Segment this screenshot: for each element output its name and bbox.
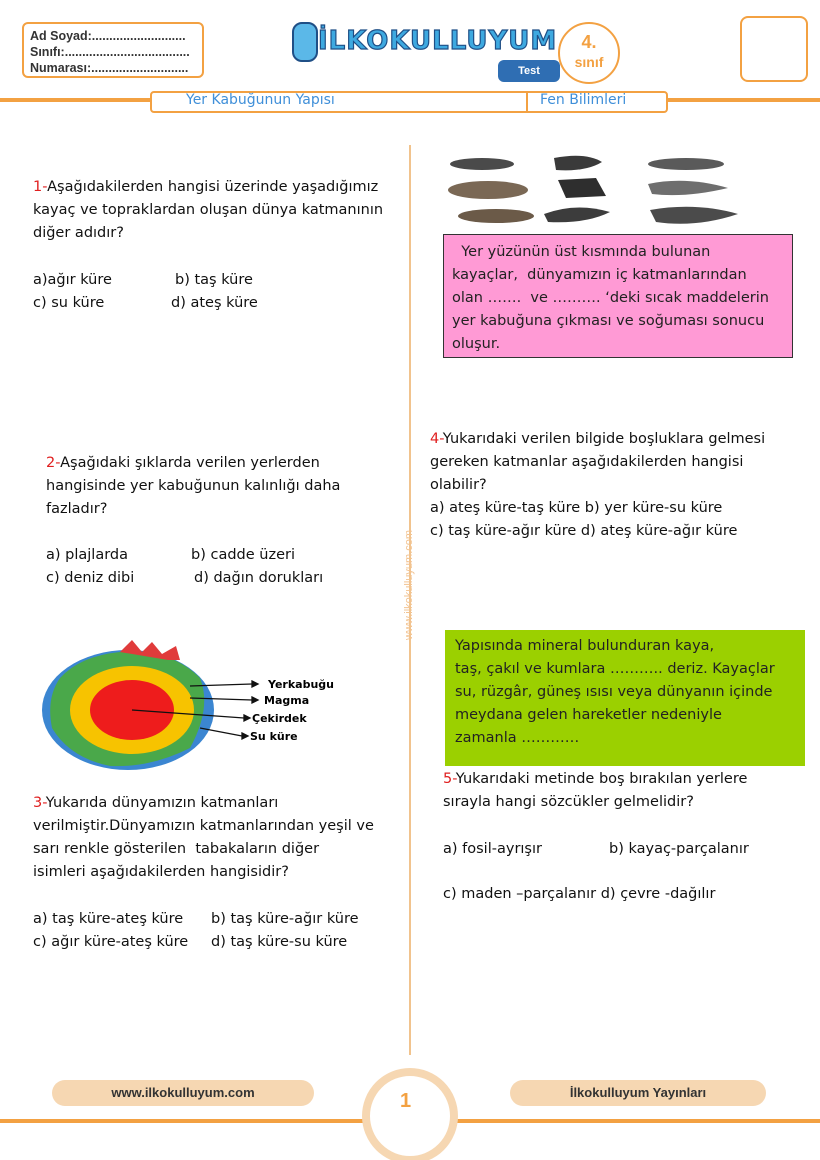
question-4: 4-Yukarıdaki verilen bilgide boşluklara gelmesi gereken katmanlar aşağıdakilerden hangisi olabilir? a) ateş küre-taş küre b) yer küre-su küre c) taş küre-ağır küre d) ateş küre-ağır küre bbox=[430, 431, 766, 539]
option-b[interactable]: b) cadde üzeri bbox=[191, 547, 295, 563]
question-number: 3- bbox=[33, 795, 46, 811]
student-info-box bbox=[22, 22, 204, 78]
question-5: 5-Yukarıdaki metinde boş bırakılan yerlere sırayla hangi sözcükler gelmelidir? bbox=[443, 771, 748, 810]
logo bbox=[288, 18, 558, 88]
question-number: 5- bbox=[443, 771, 456, 787]
label-magma: Magma bbox=[264, 694, 310, 707]
test-badge: Test bbox=[498, 60, 560, 82]
option-c[interactable]: c) deniz dibi bbox=[46, 570, 135, 586]
option-b[interactable]: b) taş küre-ağır küre bbox=[211, 911, 359, 927]
option-a[interactable]: a) fosil-ayrışır bbox=[443, 841, 542, 857]
question-number: 4- bbox=[430, 431, 443, 447]
number-label: Numarası:............................ bbox=[30, 61, 189, 75]
info-box-pink: Yer yüzünün üst kısmında bulunan kayaçlar, dünyamızın iç katmanlarından olan ……. ve ………. ‘deki sıcak maddelerin yer kabuğuna çıkması ve soğuması sonucu oluşur. bbox=[443, 234, 793, 358]
rock bbox=[448, 181, 528, 199]
option-c[interactable]: c) su küre bbox=[33, 295, 105, 311]
rock bbox=[648, 181, 728, 195]
watermark: www.ilkokulluyum.com bbox=[403, 529, 415, 640]
name-label: Ad Soyad:........................... bbox=[30, 29, 186, 43]
option-d[interactable]: d) dağın dorukları bbox=[194, 570, 324, 586]
option-d[interactable]: d) taş küre-su küre bbox=[211, 934, 348, 950]
grade-number: 4. bbox=[581, 32, 597, 52]
pencil-mascot-icon bbox=[292, 22, 318, 62]
topic-separator bbox=[526, 91, 528, 113]
score-box bbox=[740, 16, 808, 82]
question-3-options bbox=[33, 908, 359, 954]
question-number: 2- bbox=[46, 455, 61, 471]
rock bbox=[648, 158, 724, 170]
option-d[interactable]: d) çevre -dağılır bbox=[600, 886, 716, 902]
footer-website: www.ilkokulluyum.com bbox=[52, 1080, 314, 1106]
class-label: Sınıfı:.................................... bbox=[30, 45, 190, 59]
question-2-options bbox=[46, 544, 323, 590]
rock bbox=[554, 156, 602, 171]
grade-badge bbox=[558, 22, 620, 84]
question-1-options bbox=[33, 269, 258, 315]
option-a[interactable]: a)ağır küre bbox=[33, 272, 112, 288]
option-d[interactable]: d) ateş küre-ağır küre bbox=[580, 523, 738, 539]
rock bbox=[558, 178, 606, 198]
option-a[interactable]: a) ateş küre-taş küre bbox=[430, 500, 581, 516]
option-c[interactable]: c) taş küre-ağır küre bbox=[430, 523, 577, 539]
question-1: 1-Aşağıdakilerden hangisi üzerinde yaşadığımız kayaç ve topraklardan oluşan dünya katmanının diğer adıdır? bbox=[33, 179, 384, 241]
grade-label: sınıf bbox=[574, 54, 604, 70]
rocks-image bbox=[446, 152, 792, 230]
question-2: 2-Aşağıdaki şıklarda verilen yerlerden hangisinde yer kabuğunun kalınlığı daha fazladır? bbox=[46, 455, 341, 517]
page-number-circle bbox=[362, 1068, 458, 1160]
question-number: 1- bbox=[33, 179, 48, 195]
logo-text: İLKOKULLUYUM bbox=[318, 26, 558, 56]
rock bbox=[650, 207, 738, 224]
option-c[interactable]: c) maden –parçalanır bbox=[443, 886, 597, 902]
option-b[interactable]: b) kayaç-parçalanır bbox=[609, 841, 749, 857]
option-c[interactable]: c) ağır küre-ateş küre bbox=[33, 934, 189, 950]
page-number: 1 bbox=[400, 1090, 412, 1112]
option-b[interactable]: b) taş küre bbox=[175, 272, 253, 288]
question-3: 3-Yukarıda dünyamızın katmanları verilmiştir.Dünyamızın katmanlarından yeşil ve sarı renkle gösterilen tabakaların diğer isimleri aşağıdakilerden hangisidir? bbox=[33, 795, 374, 880]
earth-layers-diagram bbox=[40, 638, 360, 778]
topic-title: Yer Kabuğunun Yapısı bbox=[186, 92, 335, 108]
label-hydrosphere: Su küre bbox=[250, 730, 298, 743]
rock bbox=[544, 207, 610, 222]
option-b[interactable]: b) yer küre-su küre bbox=[584, 500, 723, 516]
label-core: Çekirdek bbox=[252, 712, 307, 725]
option-a[interactable]: a) taş küre-ateş küre bbox=[33, 911, 184, 927]
info-box-green: Yapısında mineral bulunduran kaya, taş, çakıl ve kumlara ……….. deriz. Kayaçlar su, rüzgâr, güneş ısısı veya dünyanın içinde meydana gelen hareketler nedeniyle zamanla ………… bbox=[445, 630, 805, 766]
footer-publisher: İlkokulluyum Yayınları bbox=[510, 1080, 766, 1106]
option-d[interactable]: d) ateş küre bbox=[171, 295, 258, 311]
option-a[interactable]: a) plajlarda bbox=[46, 547, 129, 563]
label-crust: Yerkabuğu bbox=[268, 678, 334, 691]
rock bbox=[450, 158, 514, 170]
subject-title: Fen Bilimleri bbox=[540, 92, 627, 108]
question-5-options bbox=[443, 838, 749, 906]
rock bbox=[458, 209, 534, 223]
